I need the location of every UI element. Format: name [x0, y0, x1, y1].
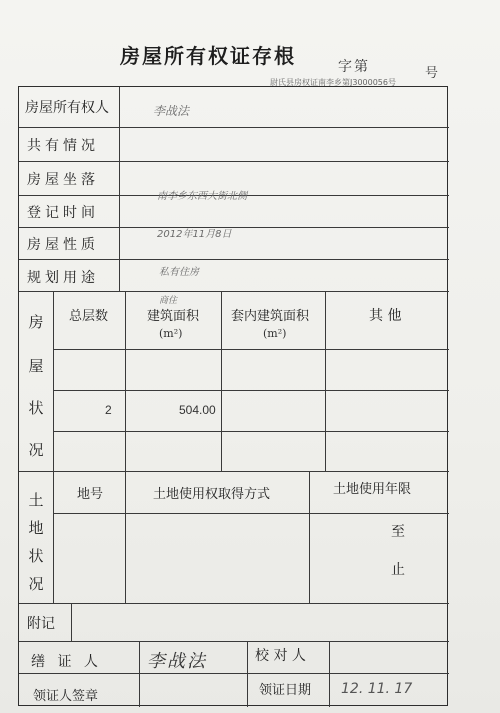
land-years-end-label: 止	[391, 562, 405, 578]
inner-area-unit: (m²)	[263, 327, 287, 340]
land-status-char-3: 状	[28, 547, 44, 565]
land-status-char-2: 地	[28, 519, 44, 537]
land-use-years-header: 土地使用年限	[333, 482, 412, 497]
certificate-number: 尉氏县房权证南李乡第J3000056号	[270, 78, 396, 87]
column-divider	[309, 471, 310, 603]
row-divider	[53, 431, 449, 432]
house-status-char-3: 状	[28, 399, 44, 417]
house-nature-value: 私有住房	[159, 267, 199, 278]
certificate-suffix: 号	[425, 66, 439, 81]
owner-label: 房屋所有权人	[25, 100, 109, 116]
document-title: 房屋所有权证存根	[120, 44, 296, 68]
location-label: 房屋坐落	[27, 172, 99, 188]
row-divider	[53, 513, 449, 514]
row-divider	[19, 259, 449, 260]
column-divider	[119, 87, 120, 291]
location-value: 南李乡东西大街北侧	[157, 191, 247, 202]
issuer-label: 缮 证 人	[31, 654, 102, 670]
column-divider	[325, 291, 326, 471]
coownership-label: 共有情况	[27, 138, 99, 154]
land-acquisition-header: 土地使用权取得方式	[153, 487, 271, 502]
land-years-to-label: 至	[391, 524, 405, 540]
column-divider	[247, 641, 248, 707]
other-header: 其 他	[369, 308, 402, 324]
owner-value: 李战法	[153, 104, 190, 118]
row-divider	[19, 161, 449, 162]
registration-time-value: 2012年11月8日	[157, 229, 232, 240]
registration-time-label: 登记时间	[27, 205, 99, 221]
planned-use-value: 商住	[159, 296, 178, 306]
house-status-char-4: 况	[28, 441, 44, 459]
total-floors-value: 2	[105, 403, 112, 417]
building-area-header: 建筑面积	[147, 309, 200, 324]
checker-label: 校 对 人	[255, 648, 306, 664]
row-divider	[19, 291, 449, 292]
land-status-char-4: 况	[28, 575, 44, 593]
row-divider	[19, 603, 449, 604]
row-divider	[19, 471, 449, 472]
column-divider	[71, 603, 72, 641]
row-divider	[19, 227, 449, 228]
building-area-value: 504.00	[179, 403, 216, 417]
house-status-char-2: 屋	[28, 357, 44, 375]
house-nature-label: 房屋性质	[27, 237, 99, 253]
receive-date-value: 12. 11. 17	[341, 681, 413, 697]
certificate-number-label: 字第	[338, 59, 370, 75]
column-divider	[53, 291, 54, 603]
column-divider	[329, 641, 330, 707]
row-divider	[19, 673, 449, 674]
total-floors-header: 总层数	[69, 309, 109, 324]
receive-date-label: 领证日期	[259, 683, 312, 698]
row-divider	[19, 127, 449, 128]
column-divider	[125, 471, 126, 603]
column-divider	[125, 291, 126, 471]
issuer-signature: 李战法	[147, 651, 207, 672]
lot-number-header: 地号	[77, 487, 104, 502]
planned-use-label: 规划用途	[27, 270, 99, 286]
row-divider	[53, 349, 449, 350]
row-divider	[19, 641, 449, 642]
column-divider	[139, 641, 140, 707]
remarks-label: 附记	[27, 616, 55, 632]
row-divider	[53, 390, 449, 391]
record-table	[18, 86, 448, 706]
building-area-unit: (m²)	[159, 327, 183, 340]
column-divider	[221, 291, 222, 471]
land-status-char-1: 土	[28, 491, 44, 509]
house-status-char-1: 房	[28, 313, 44, 331]
inner-area-header: 套内建筑面积	[231, 309, 310, 324]
receiver-signature-label: 领证人签章	[33, 689, 99, 704]
